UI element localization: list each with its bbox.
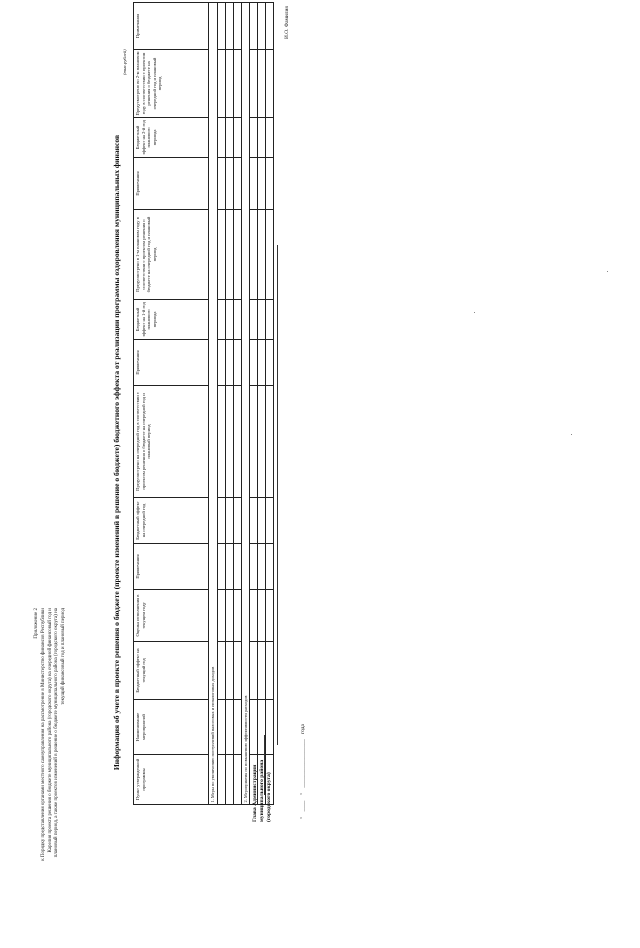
- section-row: [241, 3, 250, 805]
- column-header: Примечания: [134, 544, 209, 590]
- table-row: [258, 3, 266, 805]
- column-header: Пункт утвержденной программы: [134, 755, 209, 805]
- column-header: Примечания: [134, 340, 209, 386]
- document-title: Информация об учете в проекте решения о бюджете (проекте изменений в решение о бюджете) бюджетного эффекта от реализации программы оздоровления муниципальных финансов: [112, 134, 121, 771]
- table-row: [266, 3, 274, 805]
- signature-underline: [264, 735, 265, 795]
- appendix-note: [34, 608, 68, 948]
- appendix-title: Приложение 2: [34, 608, 39, 639]
- signature-block: [252, 760, 272, 822]
- column-header: Предусмотрено в 1-м плановом году в соответствии с проектом решения о бюджете на очередной год и плановый период: [134, 210, 209, 300]
- table-row: [233, 3, 241, 805]
- column-header: Примечания: [134, 158, 209, 210]
- scan-speck: [607, 271, 608, 272]
- date-quote-close: ": [300, 793, 306, 796]
- column-header: Предусмотрено на очередной год в соответствии с проектом решения о бюджете на очередной год и плановый период: [134, 386, 209, 498]
- signature-line: муниципального района: [258, 759, 265, 822]
- signatory-name: И.О. Фамилия: [284, 6, 290, 39]
- date-year-suffix: года: [300, 724, 306, 734]
- column-header: Бюджетный эффект на текущий год: [134, 642, 209, 700]
- scan-speck: [474, 312, 475, 313]
- date-line: " ____ " __________________ года: [300, 724, 306, 819]
- appendix-line: к Порядку представления органами местного самоуправления на рассмотрение в Министерство финансов Республики: [40, 608, 46, 861]
- section-label: 2. Мероприятия по повышению эффективности расходов: [241, 3, 250, 805]
- table-row: [217, 3, 225, 805]
- budget-effect-table: [133, 2, 274, 805]
- column-header: Предусмотрено во 2-м плановом году в соответствии с проектом решения о бюджете на очередной год и плановый период: [134, 50, 209, 118]
- column-header: Бюджетный эффект на 2-й год планового периода: [134, 118, 209, 158]
- signature-line: Глава Администрации: [252, 764, 258, 822]
- column-header: Примечания: [134, 3, 209, 50]
- column-header: Оценка исполнения в текущем году: [134, 590, 209, 642]
- scan-speck: [571, 434, 572, 435]
- appendix-line: текущий финансовый год и плановый период: [61, 608, 67, 705]
- table-header-row: [134, 3, 209, 805]
- signature-rule: [277, 245, 278, 745]
- units-label: (тыс.рублей): [122, 49, 127, 75]
- table-row: [225, 3, 233, 805]
- section-label: 1. Меры по увеличению поступлений налоговых и неналоговых доходов: [209, 3, 218, 805]
- signature-line: (городского округа): [265, 772, 272, 822]
- date-quote-open: ": [300, 816, 306, 819]
- column-header: Бюджетный эффект на 1-й год планового периода: [134, 300, 209, 340]
- appendix-line: плановый период, а также проектов изменений в решение о бюджете муниципального района (городского округа) на: [54, 608, 60, 858]
- column-header: Бюджетный эффект на очередной год: [134, 498, 209, 544]
- section-row: [209, 3, 218, 805]
- appendix-line: Карелия проекта решения о бюджете муниципального района (городского округа) на очередной финансовый год и: [47, 608, 53, 853]
- column-header: Наименование мероприятий: [134, 700, 209, 755]
- table-row: [250, 3, 258, 805]
